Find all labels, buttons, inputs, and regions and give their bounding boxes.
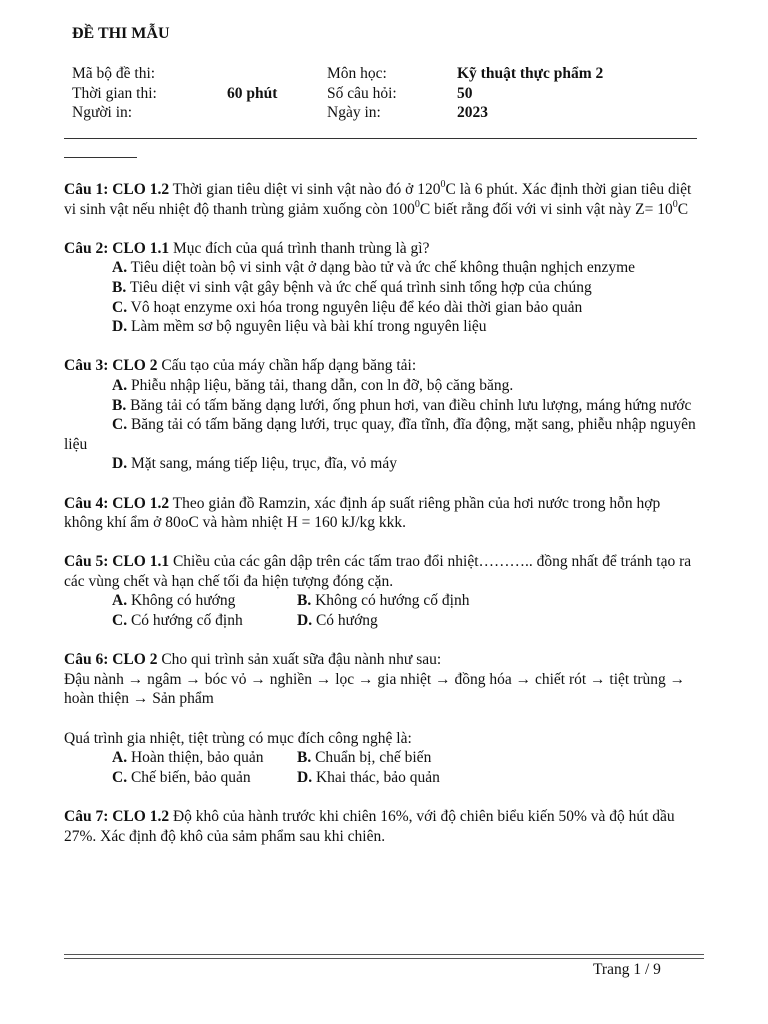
exam-title: ĐỀ THI MẪU bbox=[72, 25, 170, 42]
option-b[interactable] bbox=[64, 278, 698, 298]
option-text: Băng tải có tấm băng dạng lưới, ống phun hơi, van điều chỉnh lưu lượng, máng hứng nước bbox=[126, 396, 692, 414]
option-c[interactable] bbox=[64, 415, 698, 454]
ngay-in-label: Ngày in: bbox=[327, 104, 381, 121]
option-label: A. bbox=[112, 749, 128, 767]
option-d[interactable] bbox=[297, 611, 497, 631]
page-number: Trang 1 / 9 bbox=[593, 961, 661, 978]
option-c[interactable] bbox=[112, 611, 297, 631]
option-d[interactable] bbox=[297, 768, 497, 788]
question-2-text: Mục đích của quá trình thanh trùng là gì? bbox=[169, 239, 430, 257]
ngay-in-value: 2023 bbox=[457, 104, 488, 121]
question-6-text: Cho qui trình sản xuất sữa đậu nành như sau: bbox=[157, 651, 442, 669]
option-label: C. bbox=[112, 612, 128, 630]
question-7-text: Độ khô của hành trước khi chiên 16%, với độ chiên biểu kiến 50% và độ hút dầu 27%. Xác định độ khô của sảm phẩm sau khi chiên. bbox=[64, 808, 675, 845]
question-4 bbox=[64, 494, 698, 533]
footer-divider bbox=[64, 958, 704, 959]
thoi-gian-label: Thời gian thi: bbox=[72, 85, 157, 102]
option-d[interactable] bbox=[64, 454, 698, 474]
option-label: A. bbox=[112, 592, 128, 610]
option-text: Hoàn thiện, bảo quản bbox=[127, 749, 264, 767]
question-6-prompt: Quá trình gia nhiệt, tiệt trùng có mục đích công nghệ là: bbox=[64, 729, 412, 747]
question-4-text: Theo giản đồ Ramzin, xác định áp suất riêng phần của hơi nước trong hỗn hợp không khí ẩm ở 80oC và hàm nhiệt H = 160 kJ/kg kkk. bbox=[64, 494, 661, 532]
option-label: B. bbox=[112, 278, 127, 296]
option-a[interactable] bbox=[112, 591, 297, 611]
question-1-text: Thời gian tiêu diệt vi sinh vật nào đó ở 120 bbox=[169, 181, 441, 198]
question-3-head: Câu 3: CLO 2 bbox=[64, 357, 158, 375]
question-5 bbox=[64, 552, 698, 630]
option-text: Không có hướng cố định bbox=[311, 592, 470, 610]
question-6 bbox=[64, 650, 698, 787]
options-grid bbox=[112, 748, 698, 787]
question-1-text: C là 6 phút. Xác định thời gian tiêu diệt vi sinh vật nếu nhiệt độ thanh trùng giảm xuống còn 100 bbox=[64, 181, 692, 218]
option-b[interactable] bbox=[297, 591, 497, 611]
superscript: 0 bbox=[414, 198, 420, 210]
question-1-text: C biết rằng đối với vi sinh vật này Z= 10 bbox=[419, 200, 673, 218]
option-a[interactable] bbox=[64, 258, 698, 278]
question-1-text: C bbox=[677, 200, 689, 218]
thoi-gian-value: 60 phút bbox=[227, 85, 278, 102]
option-text: Không có hướng bbox=[127, 592, 236, 610]
option-label: D. bbox=[297, 612, 313, 630]
option-label: D. bbox=[112, 455, 128, 473]
question-4-head: Câu 4: CLO 1.2 bbox=[64, 494, 170, 512]
option-text: Mặt sang, máng tiếp liệu, trục, đĩa, vỏ máy bbox=[127, 455, 397, 473]
option-text: Phiễu nhập liệu, băng tải, thang dẫn, con ln đỡ, bộ căng băng. bbox=[127, 376, 514, 394]
nguoi-in-label: Người in: bbox=[72, 104, 133, 121]
question-6-head: Câu 6: CLO 2 bbox=[64, 651, 158, 669]
mon-hoc-label: Môn học: bbox=[327, 65, 387, 82]
mon-hoc-value: Kỹ thuật thực phẩm 2 bbox=[457, 65, 604, 82]
option-text: Băng tải có tấm băng dạng lưới, trục quay, đĩa tĩnh, đĩa động, mặt sang, phiễu nhập nguyên liệu bbox=[64, 416, 696, 453]
option-label: C. bbox=[112, 298, 128, 316]
superscript: 0 bbox=[672, 198, 678, 210]
question-5-text: Chiều của các gân dập trên các tấm trao đổi nhiệt……….. đồng nhất để tránh tạo ra các vùng chết và hạn chế tối đa hiện tượng đóng cặn. bbox=[64, 553, 692, 590]
question-5-head: Câu 5: CLO 1.1 bbox=[64, 553, 170, 571]
option-b[interactable] bbox=[297, 748, 497, 768]
ma-bo-de-label: Mã bộ đề thi: bbox=[72, 65, 156, 82]
option-text: Làm mềm sơ bộ nguyên liệu và bài khí trong nguyên liệu bbox=[127, 318, 487, 336]
option-text: Có hướng bbox=[312, 612, 378, 630]
so-cau-label: Số câu hỏi: bbox=[327, 85, 397, 102]
option-label: B. bbox=[297, 749, 312, 767]
header-short-divider bbox=[64, 157, 137, 158]
option-label: C. bbox=[112, 768, 128, 786]
so-cau-value: 50 bbox=[457, 85, 473, 102]
option-text: Tiêu diệt toàn bộ vi sinh vật ở dạng bào tử và ức chế không thuận nghịch enzyme bbox=[127, 259, 636, 277]
option-label: C. bbox=[112, 416, 128, 434]
option-d[interactable] bbox=[64, 317, 698, 337]
option-c[interactable] bbox=[112, 768, 297, 788]
option-text: Chuẩn bị, chế biến bbox=[311, 749, 432, 767]
option-label: D. bbox=[297, 768, 313, 786]
footer-divider bbox=[64, 954, 704, 955]
superscript: 0 bbox=[440, 179, 446, 190]
option-text: Vô hoạt enzyme oxi hóa trong nguyên liệu để kéo dài thời gian bảo quản bbox=[127, 298, 583, 316]
questions bbox=[64, 180, 698, 866]
option-label: B. bbox=[297, 592, 312, 610]
question-7 bbox=[64, 807, 698, 846]
option-a[interactable] bbox=[112, 748, 297, 768]
option-label: D. bbox=[112, 318, 128, 336]
option-b[interactable] bbox=[64, 396, 698, 416]
question-2 bbox=[64, 239, 698, 337]
option-c[interactable] bbox=[64, 298, 698, 318]
option-label: B. bbox=[112, 396, 127, 414]
option-text: Có hướng cố định bbox=[127, 612, 243, 630]
question-3-text: Cấu tạo của máy chần hấp dạng băng tải: bbox=[157, 357, 417, 375]
header-divider bbox=[64, 138, 697, 139]
option-text: Tiêu diệt vi sinh vật gây bệnh và ức chế quá trình sinh tổng hợp của chúng bbox=[126, 278, 592, 296]
options-grid bbox=[112, 591, 698, 630]
question-3 bbox=[64, 356, 698, 474]
question-2-head: Câu 2: CLO 1.1 bbox=[64, 239, 170, 257]
question-1 bbox=[64, 180, 698, 219]
question-1-head: Câu 1: CLO 1.2 bbox=[64, 181, 170, 198]
option-a[interactable] bbox=[64, 376, 698, 396]
option-text: Khai thác, bảo quản bbox=[312, 768, 440, 786]
option-text: Chế biến, bảo quản bbox=[127, 768, 251, 786]
option-label: A. bbox=[112, 259, 128, 277]
option-label: A. bbox=[112, 376, 128, 394]
question-7-head: Câu 7: CLO 1.2 bbox=[64, 808, 170, 825]
process-flow: Đậu nành → ngâm → bóc vỏ → nghiền → lọc → gia nhiệt → đồng hóa → chiết rót → tiệt trùng → hoàn thiện → Sản phẩm bbox=[64, 670, 686, 708]
